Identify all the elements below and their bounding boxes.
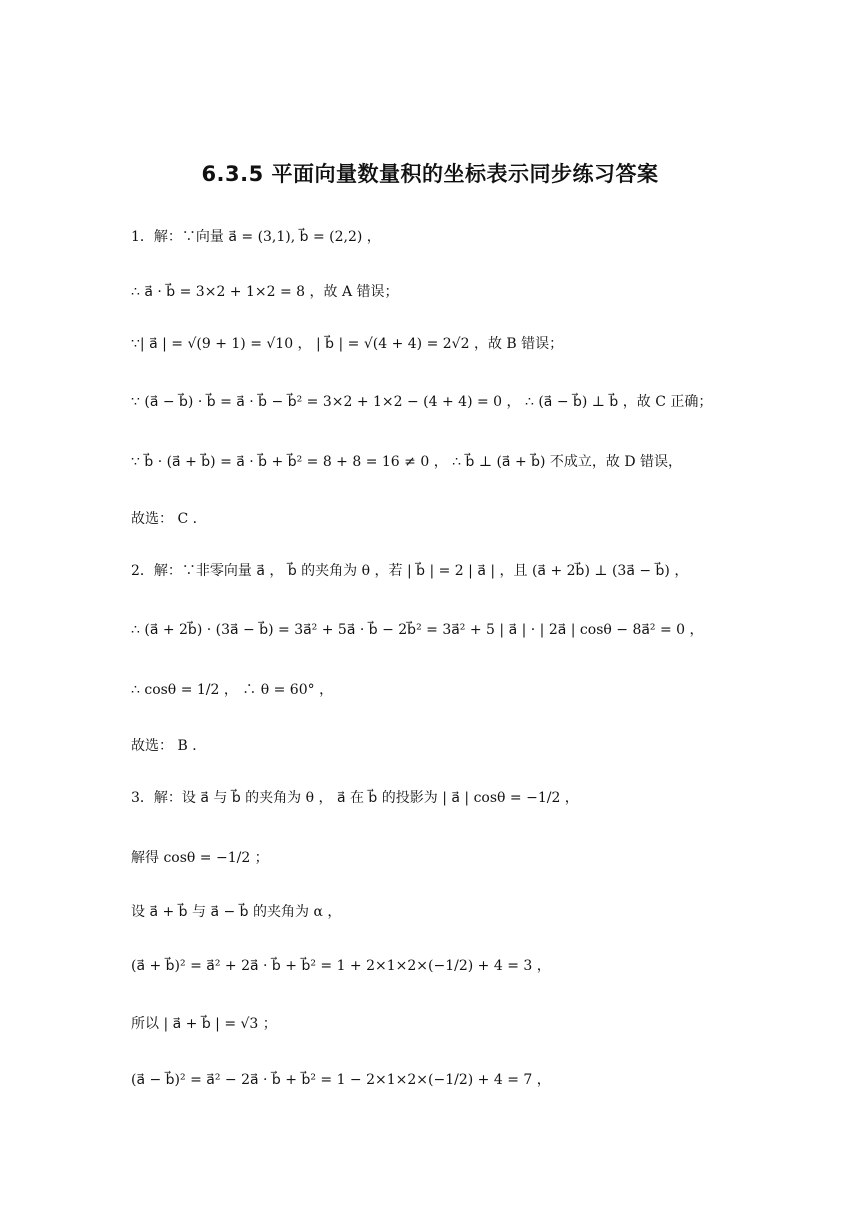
text-line: 3．解：设 a⃗ 与 b⃗ 的夹角为 θ ， a⃗ 在 b⃗ 的投影为 | a⃗ | cosθ = −1/2 ， [131, 790, 579, 806]
text-line: ∵ (a⃗ − b⃗) · b⃗ = a⃗ · b⃗ − b⃗² = 3×2 + 1×2 − (4 + 4) = 0 ， ∴ (a⃗ − b⃗) ⊥ b⃗ ，故 C 正确； [131, 394, 713, 410]
text-line: 2．解：∵非零向量 a⃗ ， b⃗ 的夹角为 θ ，若 | b⃗ | = 2 | a⃗ | ，且 (a⃗ + 2b⃗) ⊥ (3a⃗ − b⃗) ， [131, 563, 689, 579]
text-line: ∵| a⃗ | = √(9 + 1) = √10 ， | b⃗ | = √(4 + 4) = 2√2 ，故 B 错误； [131, 336, 564, 352]
text-line: 1．解：∵向量 a⃗ = (3,1), b⃗ = (2,2) ， [131, 229, 381, 245]
text-line: 故选： C ． [131, 511, 207, 527]
text-line: ∴ cosθ = 1/2 ， ∴ θ = 60° ， [131, 682, 334, 698]
text-line: 故选： B ． [131, 738, 207, 754]
text-line: ∵ b⃗ · (a⃗ + b⃗) = a⃗ · b⃗ + b⃗² = 8 + 8 = 16 ≠ 0 ， ∴ b⃗ ⊥ (a⃗ + b⃗) 不成立，故 D 错误， [131, 454, 683, 470]
page-title: 6.3.5 平面向量数量积的坐标表示同步练习答案 [201, 162, 659, 186]
text-line: 解得 cosθ = −1/2 ； [131, 850, 269, 866]
text-line: ∴ a⃗ · b⃗ = 3×2 + 1×2 = 8 ，故 A 错误； [131, 284, 399, 300]
text-line: 所以 | a⃗ + b⃗ | = √3 ； [131, 1016, 277, 1032]
text-line: 设 a⃗ + b⃗ 与 a⃗ − b⃗ 的夹角为 α ， [131, 904, 342, 920]
text-line: (a⃗ + b⃗)² = a⃗² + 2a⃗ · b⃗ + b⃗² = 1 + 2×1×2×(−1/2) + 4 = 3 ， [131, 958, 551, 974]
text-line: (a⃗ − b⃗)² = a⃗² − 2a⃗ · b⃗ + b⃗² = 1 − 2×1×2×(−1/2) + 4 = 7 ， [131, 1072, 551, 1088]
text-line: ∴ (a⃗ + 2b⃗) · (3a⃗ − b⃗) = 3a⃗² + 5a⃗ · b⃗ − 2b⃗² = 3a⃗² + 5 | a⃗ | · | 2a⃗ | cosθ − 8a⃗² = 0 ， [131, 622, 704, 638]
